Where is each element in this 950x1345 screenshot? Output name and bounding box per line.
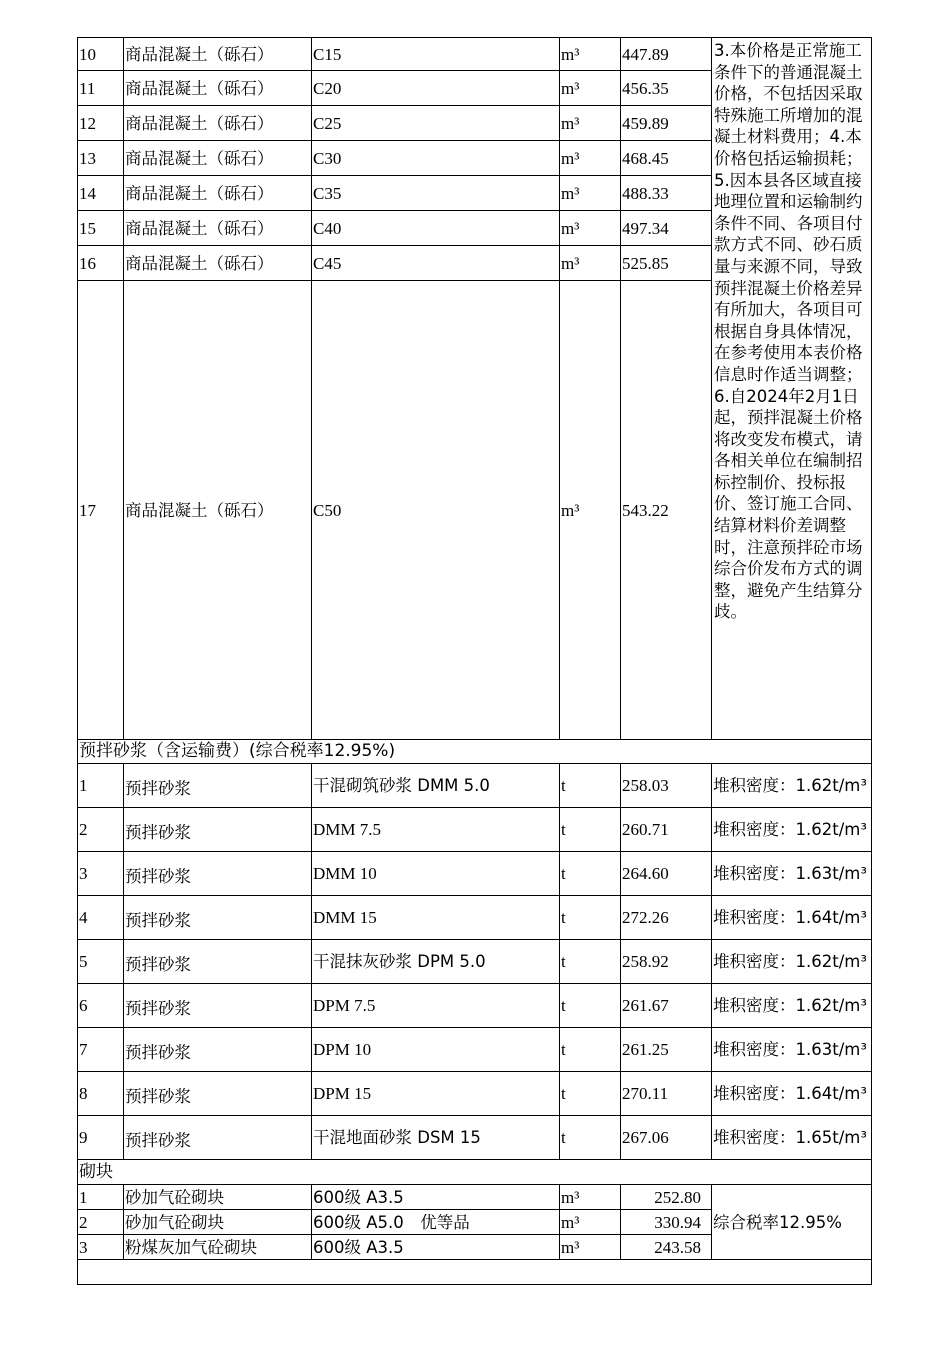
unit: t (560, 808, 621, 852)
row-number: 12 (78, 106, 124, 141)
row-number: 4 (78, 896, 124, 940)
unit: t (560, 1072, 621, 1116)
unit: m³ (560, 38, 621, 71)
material-spec: C20 (312, 71, 560, 106)
unit: m³ (560, 1210, 621, 1235)
material-spec: C40 (312, 211, 560, 246)
price: 252.80 (621, 1185, 712, 1210)
row-number: 1 (78, 764, 124, 808)
table-row (78, 1028, 872, 1072)
unit: t (560, 1116, 621, 1160)
table-row (78, 940, 872, 984)
density-note: 堆积密度：1.63t/m³ (712, 852, 872, 896)
density-note: 堆积密度：1.64t/m³ (712, 1072, 872, 1116)
row-number: 15 (78, 211, 124, 246)
price: 468.45 (621, 141, 712, 176)
material-spec: 600级 A3.5 (312, 1185, 560, 1210)
table-row (78, 1185, 872, 1210)
unit: m³ (560, 281, 621, 740)
material-spec: 干混抹灰砂浆 DPM 5.0 (312, 940, 560, 984)
row-number: 3 (78, 1235, 124, 1260)
unit: m³ (560, 211, 621, 246)
material-spec: 干混砌筑砂浆 DMM 5.0 (312, 764, 560, 808)
material-spec: DMM 10 (312, 852, 560, 896)
price: 525.85 (621, 246, 712, 281)
unit: t (560, 852, 621, 896)
price: 497.34 (621, 211, 712, 246)
unit: t (560, 940, 621, 984)
unit: m³ (560, 141, 621, 176)
material-name: 预拌砂浆 (124, 1028, 312, 1072)
price: 260.71 (621, 808, 712, 852)
empty-row (78, 1260, 872, 1285)
mortar-section-title: 预拌砂浆（含运输费）(综合税率12.95%) (78, 740, 872, 764)
price: 488.33 (621, 176, 712, 211)
price: 258.92 (621, 940, 712, 984)
row-number: 16 (78, 246, 124, 281)
price: 258.03 (621, 764, 712, 808)
table-row (78, 852, 872, 896)
material-name: 预拌砂浆 (124, 940, 312, 984)
table-row (78, 984, 872, 1028)
block-tax-note: 综合税率12.95% (712, 1185, 872, 1260)
material-name: 商品混凝土（砾石） (124, 71, 312, 106)
material-name: 商品混凝土（砾石） (124, 211, 312, 246)
material-name: 商品混凝土（砾石） (124, 106, 312, 141)
price: 272.26 (621, 896, 712, 940)
unit: m³ (560, 246, 621, 281)
price: 243.58 (621, 1235, 712, 1260)
row-number: 11 (78, 71, 124, 106)
price: 459.89 (621, 106, 712, 141)
empty-cell (78, 1260, 872, 1285)
material-name: 商品混凝土（砾石） (124, 38, 312, 71)
price: 447.89 (621, 38, 712, 71)
material-spec: DPM 10 (312, 1028, 560, 1072)
row-number: 3 (78, 852, 124, 896)
density-note: 堆积密度：1.62t/m³ (712, 940, 872, 984)
density-note: 堆积密度：1.62t/m³ (712, 984, 872, 1028)
section-header-row (78, 740, 872, 764)
unit: m³ (560, 176, 621, 211)
material-spec: DPM 15 (312, 1072, 560, 1116)
row-number: 10 (78, 38, 124, 71)
row-number: 6 (78, 984, 124, 1028)
section-header-row (78, 1160, 872, 1185)
unit: m³ (560, 1185, 621, 1210)
price-table (77, 37, 872, 1285)
table-row (78, 808, 872, 852)
density-note: 堆积密度：1.65t/m³ (712, 1116, 872, 1160)
row-number: 13 (78, 141, 124, 176)
row-number: 1 (78, 1185, 124, 1210)
row-number: 14 (78, 176, 124, 211)
unit: m³ (560, 1235, 621, 1260)
material-spec: 干混地面砂浆 DSM 15 (312, 1116, 560, 1160)
row-number: 17 (78, 281, 124, 740)
price: 456.35 (621, 71, 712, 106)
density-note: 堆积密度：1.62t/m³ (712, 764, 872, 808)
material-name: 预拌砂浆 (124, 896, 312, 940)
price: 261.67 (621, 984, 712, 1028)
block-section-title: 砌块 (78, 1160, 872, 1185)
material-name: 预拌砂浆 (124, 984, 312, 1028)
material-spec: DPM 7.5 (312, 984, 560, 1028)
table-row (78, 1072, 872, 1116)
price: 543.22 (621, 281, 712, 740)
material-name: 预拌砂浆 (124, 808, 312, 852)
price: 264.60 (621, 852, 712, 896)
price: 261.25 (621, 1028, 712, 1072)
material-spec: C50 (312, 281, 560, 740)
concrete-note: 3.本价格是正常施工条件下的普通混凝土价格，不包括因采取特殊施工所增加的混凝土材料费用；4.本价格包括运输损耗；5.因本县各区域直接地理位置和运输制约条件不同、各项目付款方式不同、砂石质量与来源不同，导致预拌混凝土价格差异有所加大，各项目可根据自身具体情况，在参考使用本表价格信息时作适当调整；6.自2024年2月1日起，预拌混凝土价格将改变发布模式，请各相关单位在编制招标控制价、投标报价、签订施工合同、结算材料价差调整时，注意预拌砼市场综合价发布方式的调整，避免产生结算分歧。 (712, 38, 872, 740)
material-spec: C25 (312, 106, 560, 141)
unit: t (560, 984, 621, 1028)
material-spec: C30 (312, 141, 560, 176)
material-spec: C35 (312, 176, 560, 211)
material-spec: C45 (312, 246, 560, 281)
table-row (78, 1116, 872, 1160)
material-spec: C15 (312, 38, 560, 71)
price: 270.11 (621, 1072, 712, 1116)
row-number: 9 (78, 1116, 124, 1160)
density-note: 堆积密度：1.63t/m³ (712, 1028, 872, 1072)
material-spec: 600级 A3.5 (312, 1235, 560, 1260)
material-name: 粉煤灰加气砼砌块 (124, 1235, 312, 1260)
table-row (78, 38, 872, 71)
price-sheet (77, 37, 871, 1285)
material-name: 商品混凝土（砾石） (124, 141, 312, 176)
density-note: 堆积密度：1.64t/m³ (712, 896, 872, 940)
material-name: 商品混凝土（砾石） (124, 176, 312, 211)
row-number: 2 (78, 808, 124, 852)
unit: t (560, 1028, 621, 1072)
material-name: 砂加气砼砌块 (124, 1210, 312, 1235)
material-name: 商品混凝土（砾石） (124, 281, 312, 740)
price: 330.94 (621, 1210, 712, 1235)
unit: t (560, 896, 621, 940)
material-name: 预拌砂浆 (124, 1072, 312, 1116)
row-number: 7 (78, 1028, 124, 1072)
unit: m³ (560, 71, 621, 106)
material-name: 商品混凝土（砾石） (124, 246, 312, 281)
material-name: 预拌砂浆 (124, 764, 312, 808)
price: 267.06 (621, 1116, 712, 1160)
material-spec: DMM 15 (312, 896, 560, 940)
material-name: 预拌砂浆 (124, 852, 312, 896)
table-row (78, 896, 872, 940)
unit: m³ (560, 106, 621, 141)
row-number: 8 (78, 1072, 124, 1116)
material-name: 预拌砂浆 (124, 1116, 312, 1160)
row-number: 2 (78, 1210, 124, 1235)
material-spec: 600级 A5.0 优等品 (312, 1210, 560, 1235)
unit: t (560, 764, 621, 808)
density-note: 堆积密度：1.62t/m³ (712, 808, 872, 852)
table-row (78, 764, 872, 808)
row-number: 5 (78, 940, 124, 984)
material-spec: DMM 7.5 (312, 808, 560, 852)
material-name: 砂加气砼砌块 (124, 1185, 312, 1210)
